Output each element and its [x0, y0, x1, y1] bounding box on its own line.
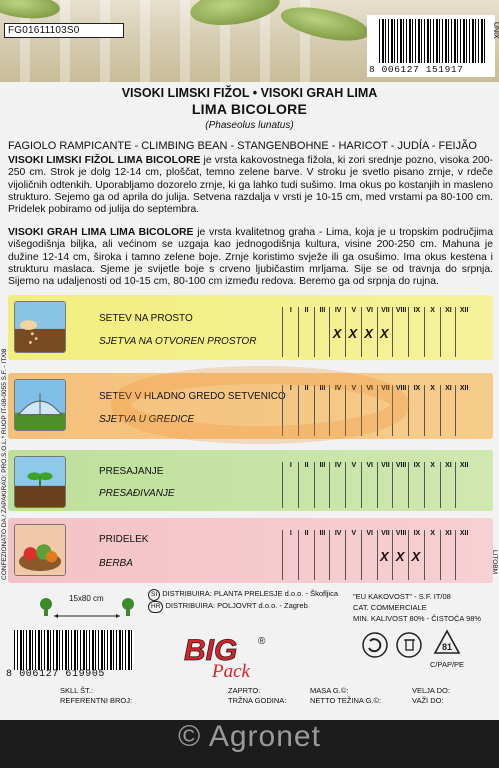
variety-name: LIMA BICOLORE	[191, 101, 308, 117]
month-column	[361, 530, 377, 580]
calendar-panel-sowing-outdoor	[8, 295, 493, 360]
month-label: III	[319, 307, 326, 314]
hr-code: HR	[148, 601, 163, 613]
month-column	[377, 462, 393, 508]
basket-stripe	[60, 0, 70, 82]
month-column	[282, 307, 298, 357]
month-label: X	[430, 385, 435, 392]
latin-name: (Phaseolus lunatus)	[205, 120, 294, 131]
month-label: IV	[334, 530, 342, 537]
top-barcode	[367, 15, 495, 77]
eu-quality: "EU KAKOVOST" - S.F. IT/08	[353, 592, 451, 601]
month-column	[314, 530, 330, 580]
month-column	[440, 462, 456, 508]
month-column	[361, 385, 377, 436]
side-text-packer: CONFEZIONATO DA / ZAPAKIRAO: PRO.S.O.L.* RUOP IT-08-0055 S.F. - IT/08	[1, 348, 8, 580]
brand-big: BIG	[184, 634, 238, 667]
month-label: I	[289, 462, 292, 469]
product-title: VISOKI LIMSKI FIŽOL • VISOKI GRAH LIMA	[121, 86, 378, 100]
brand-registered: ®	[258, 636, 266, 647]
greenhouse-icon	[14, 379, 66, 431]
panel-sublabel: BERBA	[99, 558, 133, 569]
month-label: VIII	[395, 462, 407, 469]
month-label: VIII	[395, 307, 407, 314]
calendar-panel-transplant	[8, 450, 493, 511]
month-column	[377, 385, 393, 436]
unix-label: UNIX	[492, 22, 499, 39]
distributor-si-text: DISTRIBUIRA: PLANTA PRELESJE d.o.o. - Škofljica	[162, 589, 339, 598]
month-label: III	[319, 462, 326, 469]
recycle-loop-icon	[362, 632, 388, 658]
field-trzna: TRŽNA GODINA:	[228, 696, 287, 705]
month-mark: X	[380, 549, 389, 564]
basket-stripe	[100, 0, 110, 82]
month-column	[298, 462, 314, 508]
month-label: XI	[445, 462, 452, 469]
field-velja: VELJA DO:	[412, 686, 450, 695]
sowing-outdoor-icon	[14, 301, 66, 353]
month-label: IX	[413, 385, 421, 392]
month-label: VIII	[395, 385, 407, 392]
month-column	[345, 385, 361, 436]
panel-label: PRIDELEK	[99, 534, 149, 545]
month-column	[282, 462, 298, 508]
month-label: VI	[366, 462, 373, 469]
month-mark: X	[380, 326, 389, 341]
month-label: V	[351, 462, 357, 469]
month-column	[361, 462, 377, 508]
month-column	[408, 307, 424, 357]
month-column	[392, 385, 408, 436]
month-label: IX	[413, 462, 421, 469]
bean-pod	[0, 0, 61, 21]
month-label: I	[289, 307, 292, 314]
description-si	[8, 155, 493, 216]
description-hr	[8, 227, 493, 288]
month-column	[408, 462, 424, 508]
month-column	[424, 462, 440, 508]
month-label: XII	[459, 307, 469, 314]
month-column	[345, 462, 361, 508]
month-label: XI	[445, 530, 452, 537]
field-neto-label: NETTO TEŽINA G.	[310, 696, 374, 705]
month-column	[440, 307, 456, 357]
month-label: XII	[459, 530, 469, 537]
month-label: I	[289, 530, 292, 537]
calendar-panel-cold-frame	[8, 373, 493, 439]
panel-sublabel: SJETVA NA OTVOREN PROSTOR	[99, 336, 257, 347]
month-label: II	[304, 462, 309, 469]
product-code: FG01611103S0	[4, 23, 124, 38]
month-label: II	[304, 385, 309, 392]
month-mark: X	[395, 549, 405, 564]
month-label: I	[289, 385, 292, 392]
month-column	[424, 307, 440, 357]
spacing-label: 15x80 cm	[69, 594, 104, 603]
month-label: IX	[413, 307, 421, 314]
month-column	[455, 462, 471, 508]
panel-sublabel: SJETVA U GREDICE	[99, 414, 195, 425]
month-label: VII	[381, 462, 390, 469]
month-grid	[282, 373, 471, 439]
month-column	[455, 307, 471, 357]
month-label: VI	[366, 307, 373, 314]
batch-fields	[0, 686, 499, 720]
description-si-heading: VISOKI LIMSKI FIŽOL LIMA BICOLORE	[8, 155, 201, 166]
month-label: III	[319, 385, 326, 392]
month-column	[392, 462, 408, 508]
month-label: II	[304, 530, 309, 537]
month-label: VII	[381, 307, 390, 314]
month-label: XI	[445, 307, 452, 314]
month-label: X	[430, 462, 435, 469]
month-column	[408, 385, 424, 436]
barcode-bars	[379, 19, 487, 63]
basket-stripe	[140, 0, 150, 82]
month-column	[282, 385, 298, 436]
field-zaprto: ZAPRTO:	[228, 686, 261, 695]
barcode-bars	[14, 630, 134, 670]
month-column	[455, 530, 471, 580]
side-text-print: LITOBM	[491, 550, 498, 575]
month-label: IX	[413, 530, 421, 537]
month-column	[282, 530, 298, 580]
month-grid	[282, 295, 471, 360]
big-pack-logo	[178, 630, 278, 682]
month-label: IV	[334, 385, 342, 392]
month-grid	[282, 518, 471, 583]
month-column	[455, 385, 471, 436]
month-column	[314, 307, 330, 357]
month-column	[329, 462, 345, 508]
si-code: SI	[148, 589, 160, 601]
month-label: VI	[366, 530, 373, 537]
field-masa-suffix: ©:	[340, 686, 349, 695]
month-mark: X	[364, 326, 373, 341]
month-column	[424, 385, 440, 436]
field-neto-suffix: ©:	[373, 696, 382, 705]
month-column	[298, 307, 314, 357]
distributor-hr	[148, 601, 308, 613]
month-column	[298, 385, 314, 436]
panel-label: SETEV NA PROSTO	[99, 313, 193, 324]
top-barcode-number: 8 006127 151917	[369, 64, 464, 75]
month-column	[440, 530, 456, 580]
field-vazi: VAŽI DO:	[412, 696, 444, 705]
panel-sublabel: PRESAĐIVANJE	[99, 488, 175, 499]
field-ref: REFERENTNI BROJ:	[60, 696, 133, 705]
field-skll: SKLL ŠT.:	[60, 686, 94, 695]
description-hr-heading: VISOKI GRAH LIMA LIMA BICOLORE	[8, 227, 194, 238]
month-label: XI	[445, 385, 452, 392]
month-label: X	[430, 307, 435, 314]
month-label: XII	[459, 462, 469, 469]
recycle-code: 81	[441, 642, 453, 652]
description-si-text: je vrsta kakovostnega fižola, ki zori srednje pozno, visoka 200-250 cm. Strok je dolg 12-14 cm, ploščat, temno zelene barve. V stroku je svetlo pisano zrnje, v rdeče vijoličnih odtenkih. Uporabljamo dozorelo zrnje, ki ga lahko tudi sušimo. Ima okus po kostanjih in masleno strukturo. Sejemo ga od aprila do julija. Setvena razdalja v vrsti je 10-15 cm, med vrstami pa 80-100 cm. Pridelek pobiramo od julija do septembra.	[8, 155, 493, 216]
recycle-triangle-icon	[432, 628, 462, 658]
month-column	[329, 385, 345, 436]
month-label: VII	[381, 385, 390, 392]
distributor-si	[148, 589, 338, 601]
month-grid	[282, 450, 471, 511]
month-column	[392, 307, 408, 357]
panel-label: SETEV V HLADNO GREDO SETVENICO	[99, 391, 286, 402]
month-label: III	[319, 530, 326, 537]
month-label: VI	[366, 385, 373, 392]
month-column	[424, 530, 440, 580]
month-column	[440, 385, 456, 436]
month-column	[298, 530, 314, 580]
recycle-label: C/PAP/PE	[430, 660, 465, 669]
field-neto	[310, 696, 381, 706]
month-mark: X	[411, 549, 421, 564]
bottom-barcode-number: 8 006127 619905	[6, 669, 106, 680]
trash-bin-icon	[396, 632, 422, 658]
transplant-icon	[14, 456, 66, 508]
month-label: II	[304, 307, 309, 314]
month-label: VII	[381, 530, 390, 537]
month-label: IV	[334, 462, 342, 469]
brand-pack: Pack	[212, 661, 250, 682]
month-column	[314, 385, 330, 436]
month-label: X	[430, 530, 435, 537]
category: CAT. COMMERCIALE	[353, 603, 427, 612]
bottom-barcode	[6, 630, 142, 680]
language-names: FAGIOLO RAMPICANTE - CLIMBING BEAN - STANGENBOHNE - HARICOT - JUDÍA - FEIJÃO	[8, 140, 477, 152]
basket-stripe	[180, 0, 190, 82]
month-column	[345, 530, 361, 580]
month-column	[329, 530, 345, 580]
panel-label: PRESAJANJE	[99, 466, 164, 477]
field-masa-label: MASA G.	[310, 686, 341, 695]
month-label: V	[351, 385, 357, 392]
footer-watermark-band	[0, 686, 499, 768]
month-label: VIII	[395, 530, 407, 537]
calendar-panel-harvest	[8, 518, 493, 583]
month-mark: X	[348, 326, 358, 341]
month-mark: X	[332, 326, 342, 341]
bean-pod	[278, 1, 372, 47]
agronet-watermark: © Agronet	[178, 720, 321, 753]
month-label: XII	[459, 385, 469, 392]
month-label: IV	[334, 307, 342, 314]
month-column	[314, 462, 330, 508]
distributor-hr-text: DISTRIBUIRA: POLJOVRT d.o.o. - Zagreb	[165, 601, 308, 610]
description-hr-text: je vrsta kvalitetnog graha - Lima, koja je u tropskim područjima višegodišnja biljka, ali većinom se uzgaja kao jednogodišnja kultura, visine 200-250 cm. Mahuna je dužine 12-14 cm, široka i tamno zelene boje. Zrnje koristimo svježe ili ga osušimo. Ima okus kestena i strukturu maslaca. Sjeme je svijetle boje s crveno ljubičastim mrljama. Sije se od travnja do srpnja. Sijemo na udaljenosti od 10-15 cm, 80-100 cm između redova. Beremo ga od srpnja do rujna.	[8, 227, 493, 288]
month-label: V	[351, 530, 357, 537]
field-masa	[310, 686, 348, 696]
month-label: V	[351, 307, 357, 314]
germination: MIN. KALIVOST 80% - ČISTOĆA 98%	[353, 614, 482, 623]
harvest-icon	[14, 524, 66, 576]
